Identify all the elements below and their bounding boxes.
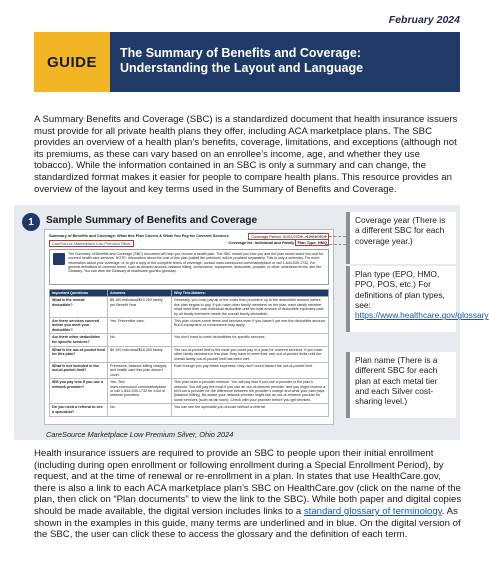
- why-cell: Generally, you must pay all of the costs from providers up to the deductible amount before this plan begins to pay. If you have other family members on the plan, each family member must meet their own individual deductible until the total amount of deductible expenses paid by all family members meets the overall family deductible.: [172, 297, 329, 318]
- question-cell: What is the out-of-pocket limit for this plan?: [50, 346, 108, 362]
- answer-cell: $5,100 individual/$10,200 family per Benefit Year: [108, 297, 172, 318]
- question-cell: Are there services covered before you meet your deductible?: [50, 318, 108, 334]
- why-cell: Even though you pay these expenses, they don’t count toward the out-of-pocket limit.: [172, 362, 329, 378]
- answer-cell: Yes. See www.caresource.com/marketplace or call 1-844-539-1732 for a list of network providers.: [108, 379, 172, 404]
- question-cell: Do you need a referral to see a specialist?: [50, 404, 108, 417]
- question-cell: What is the overall deductible?: [50, 297, 108, 318]
- answer-cell: Yes. Preventive care.: [108, 318, 172, 334]
- sbc-questions-table: [49, 289, 329, 417]
- info-icon: [53, 253, 65, 265]
- sample-section-title: Sample Summary of Benefits and Coverage: [46, 215, 258, 226]
- column-header: Important Questions: [50, 290, 108, 297]
- callout-plan-name-text: Plan name (There is a different SBC for each plan at each metal tier and each Silver cost-sharing level.): [355, 355, 438, 407]
- intro-paragraph: A Summary Benefits and Coverage (SBC) is a standardized document that health insurance issuers must provide for all private health plans they offer, including ACA marketplace plans. The SBC provides an overview of a health plan’s benefits, coverage, limitations, and exceptions (although not its premiums, as these can vary based on an enrollee’s income, age, and whether they use tobacco). While the information contained in an SBC is only a summary and can change, the standardized format makes it easier for people to compare health plans. This resource provides an overview of the layout and key terms used in the Summary of Benefits and Coverage.: [34, 114, 458, 195]
- table-row: [50, 334, 329, 347]
- callout-plan-type-text: Plan type (EPO, HMO, PPO, POS, etc.) For definitions of plan types, see:: [355, 269, 445, 310]
- body-text-part-2: . As shown in the examples in this guide, many terms are underlined and in blue. On the digital version of the SBC, the user can click these to access the glossary and the definition of each term.: [34, 505, 461, 541]
- table-row: [50, 318, 329, 334]
- column-header: Why This Matters:: [172, 290, 329, 297]
- sbc-coverage-period: Coverage Period: 01/01/2024 – 12/31/2024: [248, 233, 329, 240]
- question-cell: Will you pay less if you use a network provider?: [50, 379, 108, 404]
- table-row: [50, 297, 329, 318]
- body-paragraph: [34, 448, 462, 541]
- column-header: Answers: [108, 290, 172, 297]
- sbc-intro-text: The Summary of Benefits and Coverage (SBC) document will help you choose a health plan. The SBC shows you how you and the plan would share the cost for covered health care services. NOTE: Information about the cost of this plan (called the premium) will be provided separately. This is only a summary. For more information about your coverage, or to get a copy of the complete terms of coverage, contact www.caresource.com/marketplace or call 1-844-539-1732. For general definitions of common terms, such as allowed amount, balance billing, coinsurance, copayment, deductible, provider, or other underlined terms, see the Glossary. You can view the Glossary at healthcare.gov/sbc-glossary.: [68, 252, 324, 274]
- sbc-coverage-for-label: Coverage for: Individual and Family: [228, 240, 295, 245]
- question-cell: Are there other deductibles for specific services?: [50, 334, 108, 347]
- answer-cell: No.: [108, 334, 172, 347]
- body-text-part-1: Health insurance issuers are required to provide an SBC to people upon their initial enrollment (including during open enrollment or following enrollment during a Special Enrollment Period), by request, and at the time of renewal or re-enrollment in a plan. In states that use HealthCare.gov, there is also a link to each ACA marketplace plan’s SBC on HealthCare.gov (click on the name of the plan, then click on “Plan documents” to view the link to the SBC). While both paper and digital copies should be made available, the digital version includes links to a: [34, 448, 462, 517]
- leader-line-plan-type: [325, 244, 346, 245]
- why-cell: You don’t have to meet deductibles for specific services.: [172, 334, 329, 347]
- table-row: [50, 346, 329, 362]
- sbc-plan-name: CareSource Marketplace Low Premium Silver: [49, 240, 134, 247]
- table-row: [50, 379, 329, 404]
- callout-plan-type: [346, 266, 489, 332]
- callout-coverage-year-text: Coverage year (There is a different SBC for each coverage year.): [355, 215, 446, 246]
- why-cell: You can see the specialist you choose without a referral.: [172, 404, 329, 417]
- question-cell: What is not included in the out-of-pocket limit?: [50, 362, 108, 378]
- sbc-header: Summary of Benefits and Coverage: What this Plan Covers & What You Pay for Covered Services: [49, 233, 229, 238]
- why-cell: This plan uses a provider network. You will pay less if you use a provider in the plan’s network. You will pay the most if you use an out-of-network provider, and you might receive a bill from a provider for the difference between the provider’s charge and what your plan pays (balance billing). Be aware your network provider might use an out-of-network provider for some services (such as lab work). Check with your provider before you get services.: [172, 379, 329, 404]
- why-cell: This plan covers some items and services even if you haven’t yet met the deductible amount. But a copayment or coinsurance may apply.: [172, 318, 329, 334]
- answer-cell: No.: [108, 404, 172, 417]
- step-number-badge: 1: [22, 213, 40, 231]
- leader-line-coverage-year: [300, 236, 346, 237]
- glossary-terminology-link[interactable]: standard glossary of terminology: [303, 505, 442, 517]
- callout-plan-name: [346, 352, 456, 418]
- guide-tag: GUIDE: [34, 32, 110, 92]
- table-header-row: [50, 290, 329, 297]
- page-title: [120, 46, 456, 76]
- page-title-line-2: Understanding the Layout and Language: [120, 61, 364, 75]
- answer-cell: $9,100 individual/$18,200 family: [108, 346, 172, 362]
- sbc-plan-type: Plan Type: HMO: [297, 240, 327, 245]
- sbc-intro-box: [49, 249, 329, 285]
- sample-caption: CareSource Marketplace Low Premium Silver, Ohio 2024: [46, 430, 234, 439]
- table-row: [50, 404, 329, 417]
- page-title-line-1: The Summary of Benefits and Coverage:: [120, 46, 362, 60]
- document-date: February 2024: [388, 14, 460, 26]
- sbc-coverage-for: [228, 240, 329, 245]
- glossary-link[interactable]: https://www.healthcare.gov/glossary: [355, 310, 489, 321]
- table-row: [50, 362, 329, 378]
- why-cell: The out-of-pocket limit is the most you could pay in a year for covered services. If you have other family members in this plan, they have to meet their own out-of-pocket limits until the overall family out-of-pocket limit has been met.: [172, 346, 329, 362]
- answer-cell: Premiums, balance-billing charges, and health care this plan doesn’t cover.: [108, 362, 172, 378]
- sbc-sample-document: [44, 229, 334, 425]
- callout-coverage-year: [346, 212, 456, 264]
